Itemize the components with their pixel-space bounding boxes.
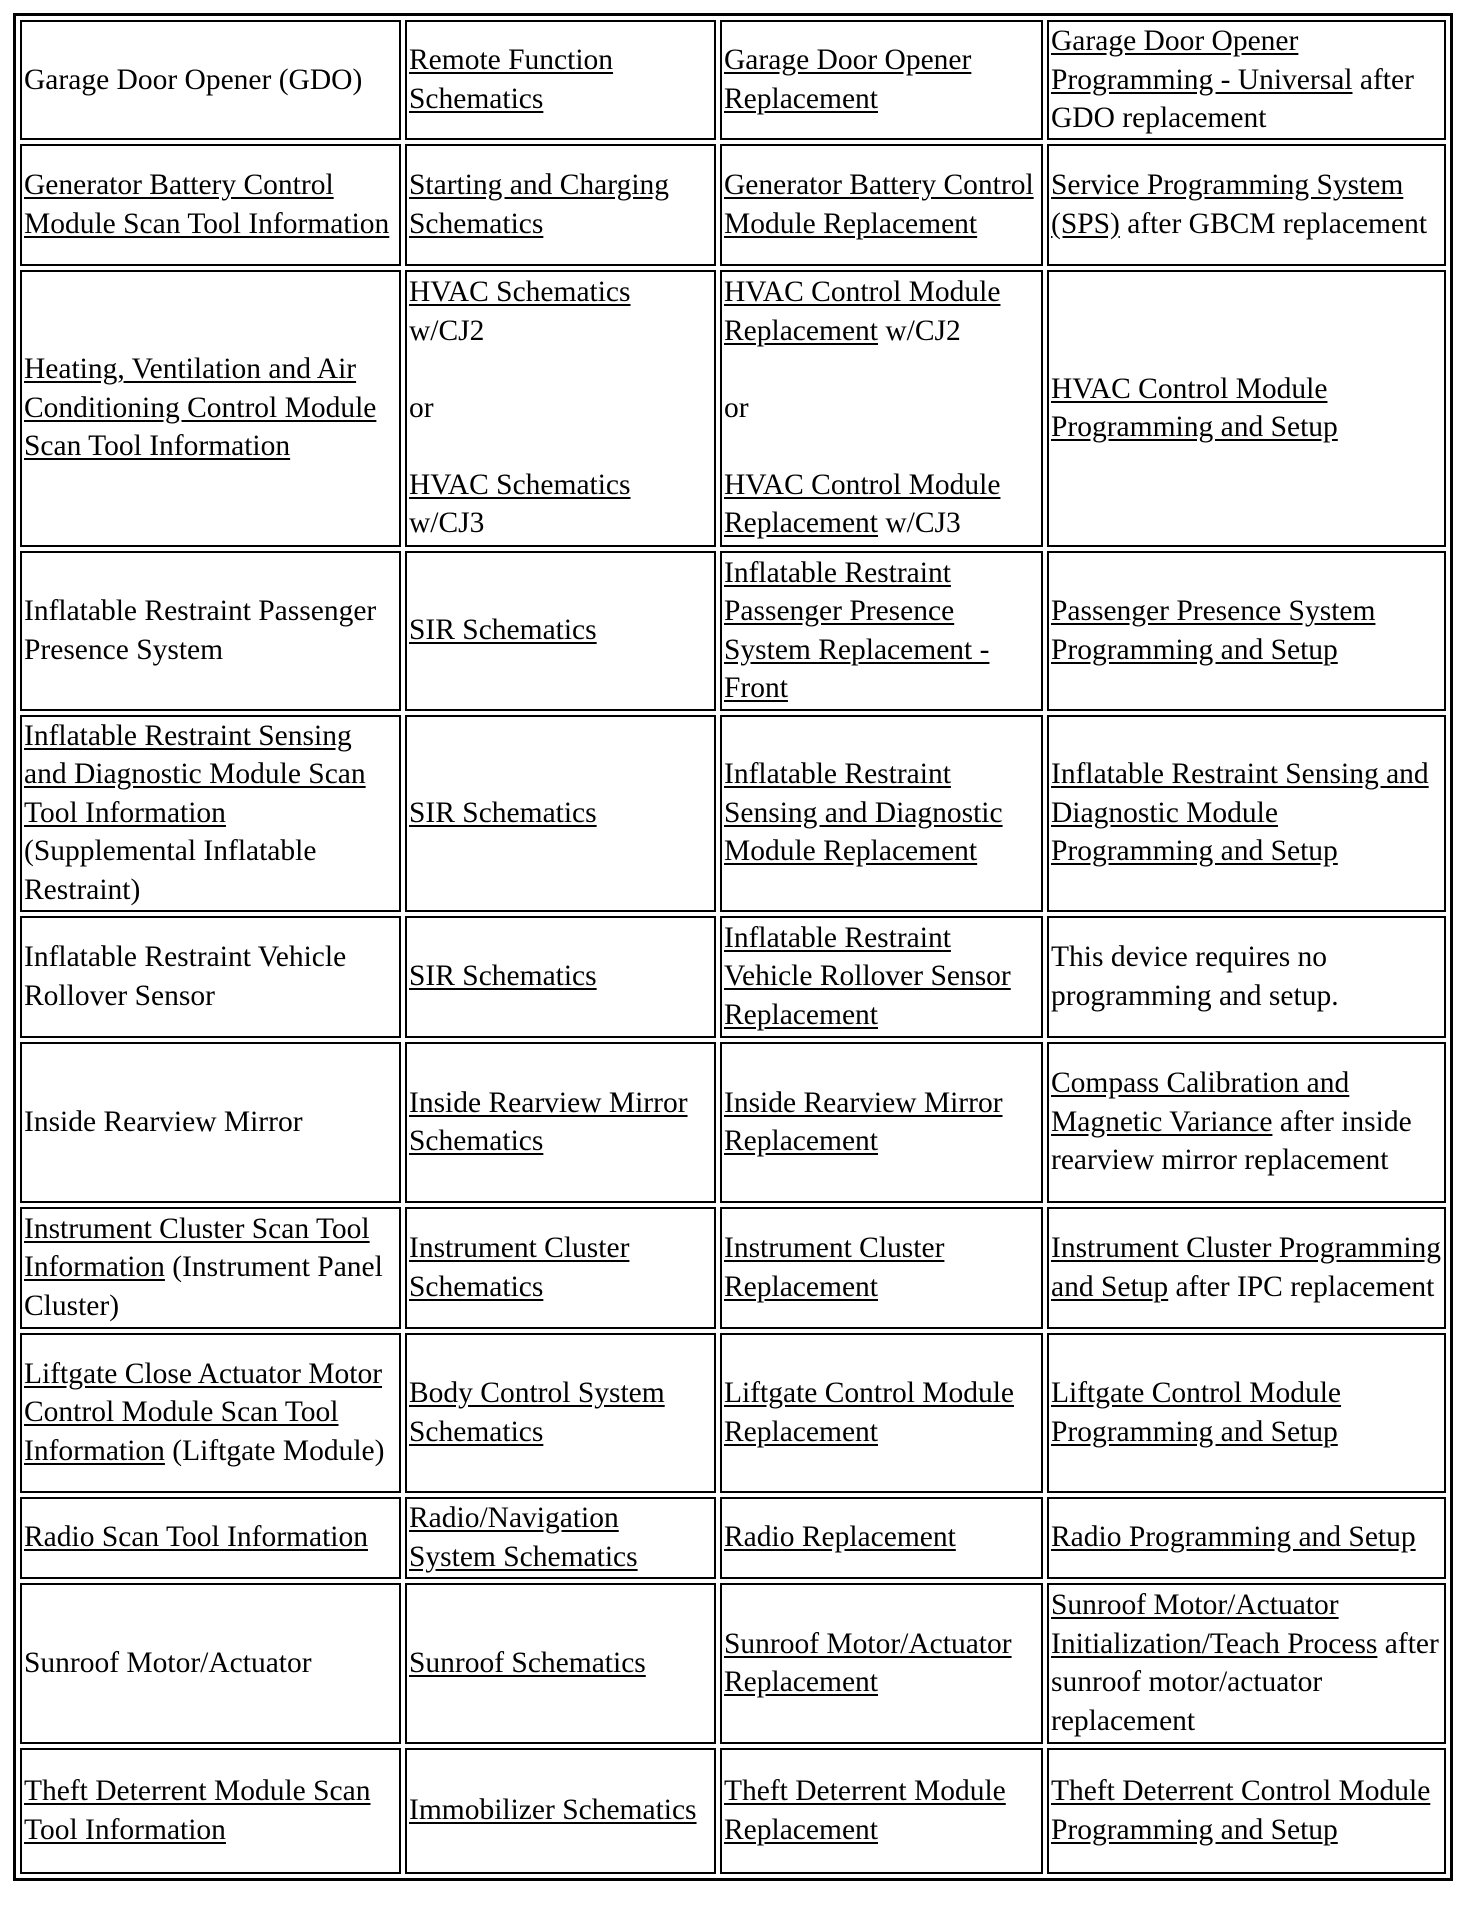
cell-text: (Liftgate Module) <box>164 1434 385 1467</box>
link[interactable]: Heating, Ventilation and Air Conditioning Control Module Scan Tool Information <box>24 353 377 463</box>
cell-replacement <box>720 1583 1043 1744</box>
cell-programming <box>1047 715 1446 912</box>
cell-component <box>20 270 401 547</box>
link[interactable]: Body Control System Schematics <box>409 1377 665 1448</box>
cell-component <box>20 1333 401 1493</box>
cell-schematics <box>405 1207 716 1329</box>
cell-programming <box>1047 1042 1446 1203</box>
cell-component <box>20 20 401 140</box>
link[interactable]: Garage Door Opener Replacement <box>724 44 972 115</box>
cell-replacement <box>720 1207 1043 1329</box>
link[interactable]: Theft Deterrent Module Replacement <box>724 1775 1006 1846</box>
link[interactable]: Instrument Cluster Schematics <box>409 1232 630 1303</box>
table-row <box>20 1042 1446 1203</box>
link[interactable]: Instrument Cluster Programming and Setup <box>1051 1232 1442 1303</box>
table-row <box>20 1497 1446 1579</box>
cell-schematics <box>405 715 716 912</box>
link[interactable]: Immobilizer Schematics <box>409 1794 697 1827</box>
cell-text: (Supplemental Inflatable Restraint) <box>24 835 317 906</box>
cell-schematics <box>405 1748 716 1874</box>
cell-schematics <box>405 1583 716 1744</box>
link[interactable]: Inflatable Restraint Sensing and Diagnostic Module Replacement <box>724 758 1003 868</box>
cell-text: w/CJ2 or <box>409 314 485 424</box>
cell-schematics <box>405 916 716 1038</box>
cell-programming <box>1047 1497 1446 1579</box>
table-row <box>20 20 1446 140</box>
cell-component <box>20 1042 401 1203</box>
link[interactable]: Radio Programming and Setup <box>1051 1521 1416 1554</box>
cell-component <box>20 1207 401 1329</box>
link[interactable]: Sunroof Motor/Actuator Replacement <box>724 1627 1012 1698</box>
link[interactable]: Starting and Charging Schematics <box>409 169 670 240</box>
link[interactable]: Theft Deterrent Module Scan Tool Information <box>24 1775 371 1846</box>
link[interactable]: Inflatable Restraint Sensing and Diagnostic Module Programming and Setup <box>1051 758 1429 868</box>
cell-text: after sunroof motor/actuator replacement <box>1051 1627 1439 1737</box>
cell-component <box>20 1748 401 1874</box>
cell-schematics <box>405 551 716 711</box>
table-row <box>20 1748 1446 1874</box>
link[interactable]: Inflatable Restraint Passenger Presence System Replacement - Front <box>724 556 990 704</box>
component-reference-table <box>13 13 1453 1881</box>
link[interactable]: HVAC Control Module Programming and Setup <box>1051 372 1338 443</box>
cell-programming <box>1047 1333 1446 1493</box>
cell-component <box>20 1583 401 1744</box>
link[interactable]: Passenger Presence System Programming and Setup <box>1051 595 1376 666</box>
cell-component <box>20 144 401 266</box>
cell-programming <box>1047 20 1446 140</box>
cell-replacement <box>720 1748 1043 1874</box>
cell-text: (Instrument Panel Cluster) <box>24 1251 383 1322</box>
link[interactable]: Instrument Cluster Scan Tool Information <box>24 1212 370 1284</box>
cell-replacement <box>720 1497 1043 1579</box>
cell-text: after IPC replacement <box>1168 1270 1435 1303</box>
cell-text: Garage Door Opener (GDO) <box>24 63 363 96</box>
table-body <box>20 20 1446 1874</box>
cell-replacement <box>720 551 1043 711</box>
cell-replacement <box>720 1042 1043 1203</box>
cell-schematics <box>405 20 716 140</box>
cell-replacement <box>720 270 1043 547</box>
cell-programming <box>1047 551 1446 711</box>
cell-text: Inside Rearview Mirror <box>24 1105 303 1138</box>
cell-programming <box>1047 1748 1446 1874</box>
link[interactable]: Inside Rearview Mirror Replacement <box>724 1086 1003 1157</box>
link[interactable]: Remote Function Schematics <box>409 44 614 115</box>
cell-text: w/CJ3 <box>409 507 485 540</box>
link[interactable]: SIR Schematics <box>409 796 597 829</box>
cell-component <box>20 551 401 711</box>
link[interactable]: Inflatable Restraint Vehicle Rollover Sensor Replacement <box>724 921 1011 1031</box>
link[interactable]: Instrument Cluster Replacement <box>724 1232 945 1303</box>
cell-replacement <box>720 20 1043 140</box>
cell-text: after inside rearview mirror replacement <box>1051 1105 1412 1177</box>
link[interactable]: Radio Scan Tool Information <box>24 1521 368 1554</box>
cell-text: Inflatable Restraint Vehicle Rollover Sensor <box>24 941 347 1012</box>
cell-schematics <box>405 144 716 266</box>
cell-schematics <box>405 1333 716 1493</box>
link[interactable]: Sunroof Motor/Actuator Initialization/Teach Process <box>1051 1589 1378 1660</box>
cell-component <box>20 1497 401 1579</box>
cell-replacement <box>720 916 1043 1038</box>
table-row <box>20 270 1446 547</box>
cell-text: w/CJ2 or <box>724 314 961 424</box>
table-row <box>20 551 1446 711</box>
cell-schematics <box>405 270 716 547</box>
link[interactable]: HVAC Control Module Replacement <box>724 276 1001 347</box>
link[interactable]: Compass Calibration and Magnetic Variance <box>1051 1067 1350 1138</box>
link[interactable]: Inflatable Restraint Sensing and Diagnostic Module Scan Tool Information <box>24 719 366 829</box>
link[interactable]: HVAC Control Module Replacement <box>724 468 1001 540</box>
cell-programming <box>1047 916 1446 1038</box>
link[interactable]: Liftgate Close Actuator Motor Control Module Scan Tool Information <box>24 1357 383 1467</box>
cell-text: Sunroof Motor/Actuator <box>24 1646 312 1679</box>
link[interactable]: Inside Rearview Mirror Schematics <box>409 1086 688 1157</box>
cell-programming <box>1047 1207 1446 1329</box>
link[interactable]: Radio/Navigation System Schematics <box>409 1502 638 1573</box>
link[interactable]: Sunroof Schematics <box>409 1646 646 1679</box>
cell-programming <box>1047 144 1446 266</box>
link[interactable]: Generator Battery Control Module Scan Tool Information <box>24 169 390 240</box>
cell-replacement <box>720 715 1043 912</box>
cell-text: after GDO replacement <box>1051 63 1414 134</box>
table-row <box>20 1583 1446 1744</box>
link[interactable]: SIR Schematics <box>409 960 597 993</box>
table-row <box>20 916 1446 1038</box>
cell-replacement <box>720 144 1043 266</box>
table-row <box>20 144 1446 266</box>
table-row <box>20 1333 1446 1493</box>
link[interactable]: Radio Replacement <box>724 1521 956 1554</box>
cell-replacement <box>720 1333 1043 1493</box>
table-row <box>20 715 1446 912</box>
cell-text: w/CJ3 <box>877 507 961 540</box>
cell-schematics <box>405 1042 716 1203</box>
link[interactable]: Garage Door Opener Programming - Universal <box>1051 25 1353 96</box>
link[interactable]: Liftgate Control Module Replacement <box>724 1377 1015 1448</box>
link[interactable]: Liftgate Control Module Programming and Setup <box>1051 1377 1342 1448</box>
cell-programming <box>1047 1583 1446 1744</box>
cell-component <box>20 715 401 912</box>
link[interactable]: HVAC Schematics <box>409 276 631 309</box>
cell-programming <box>1047 270 1446 547</box>
link[interactable]: HVAC Schematics <box>409 468 631 501</box>
cell-text: This device requires no programming and setup. <box>1051 941 1339 1012</box>
table-row <box>20 1207 1446 1329</box>
cell-schematics <box>405 1497 716 1579</box>
link[interactable]: Service Programming System (SPS) <box>1051 169 1404 240</box>
cell-component <box>20 916 401 1038</box>
link[interactable]: SIR Schematics <box>409 614 597 647</box>
cell-text: after GBCM replacement <box>1119 207 1428 240</box>
link[interactable]: Generator Battery Control Module Replacement <box>724 169 1034 240</box>
cell-text: Inflatable Restraint Passenger Presence System <box>24 595 377 666</box>
link[interactable]: Theft Deterrent Control Module Programming and Setup <box>1051 1775 1431 1846</box>
